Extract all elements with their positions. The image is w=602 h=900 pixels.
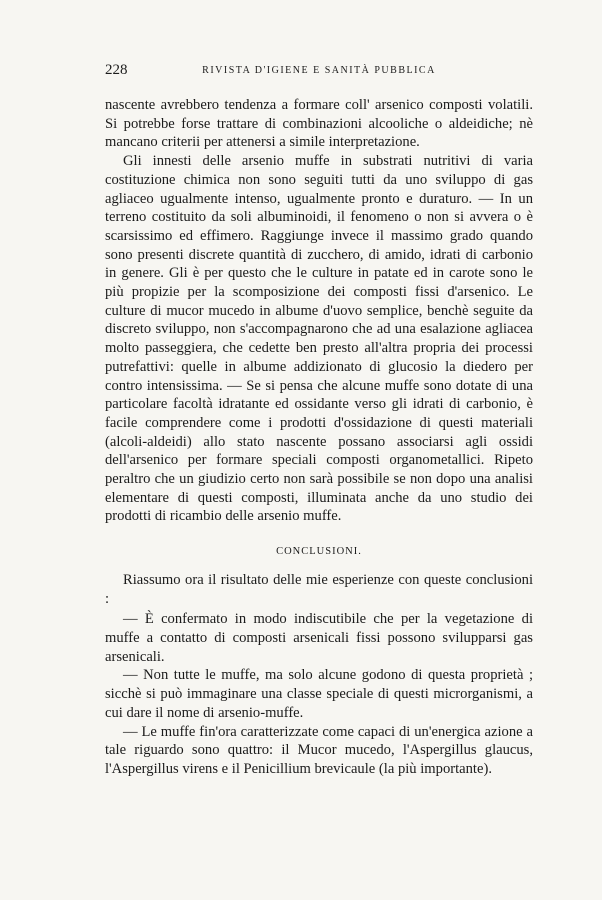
conclusion-item-2: — Non tutte le muffe, ma solo alcune godono di questa proprietà ; sicchè si può immaginare una classe speciale di questi microrganismi, a cui dare il nome di arsenio-muffe. [105, 667, 533, 721]
body-text [105, 96, 533, 779]
page-number: 228 [105, 62, 128, 78]
section-title: CONCLUSIONI. [276, 546, 362, 558]
conclusions-intro: Riassumo ora il risultato delle mie esperienze con queste conclusioni : [105, 571, 533, 607]
paragraph-2: Gli innesti delle arsenio muffe in substrati nutritivi di varia costituzione chimica non sono seguiti tutti da uno sviluppo di gas agliaceo ugualmente intenso, ugualmente pronto e duraturo. — In un terreno costituito da soli albuminoidi, il fenomeno o non si avvera o è scarsissimo ed effimero. Raggiunge invece il massimo grado quando sono presenti discrete quantità di zucchero, di amido, idrati di carbonio in genere. Gli è per questo che le culture in patate ed in carote sono le più propizie per la scomposizione dei composti fissi d'arsenico. Le culture di mucor mucedo in albume d'uovo semplice, benchè seguite da discreto sviluppo, non s'accompagnarono che ad una esalazione agliacea molto passeggiera, che cedette ben presto all'altra propria dei processi putrefattivi: quelle in albume addizionato di glucosio la diedero per contro intensissima. — Se si pensa che alcune muffe sono dotate di una particolare facoltà idratante ed ossidante verso gli idrati di carbonio, è facile comprendere come i prodotti d'ossidazione di questi materiali (alcoli-aldeidi) allo stato nascente possano associarsi agli ossidi dell'arsenico per formare speciali composti organometallici. Ripeto peraltro che un giudizio certo non sarà possibile se non dopo una analisi elementare di questi composti, illuminata anche da uno studio dei prodotti di ricambio delle arsenio muffe. [105, 153, 533, 525]
page-header [105, 62, 533, 80]
conclusion-item-3: — Le muffe fin'ora caratterizzate come capaci di un'energica azione a tale riguardo sono quattro: il Mucor mucedo, l'Aspergillus glaucus, l'Aspergillus virens e il Penicillium brevicaule (la più importante). [105, 723, 533, 777]
conclusion-item-1: — È confermato in modo indiscutibile che per la vegetazione di muffe a contatto di composti arsenicali fissi possono svilupparsi gas arsenicali. [105, 611, 533, 665]
running-title: RIVISTA D'IGIENE E SANITÀ PUBBLICA [202, 65, 436, 76]
paragraph-1: nascente avrebbero tendenza a formare coll' arsenico composti volatili. Si potrebbe forse trattare di combinazioni alcooliche o aldeidiche; nè mancano criterii per attenersi a simile interpretazione. [105, 97, 533, 151]
